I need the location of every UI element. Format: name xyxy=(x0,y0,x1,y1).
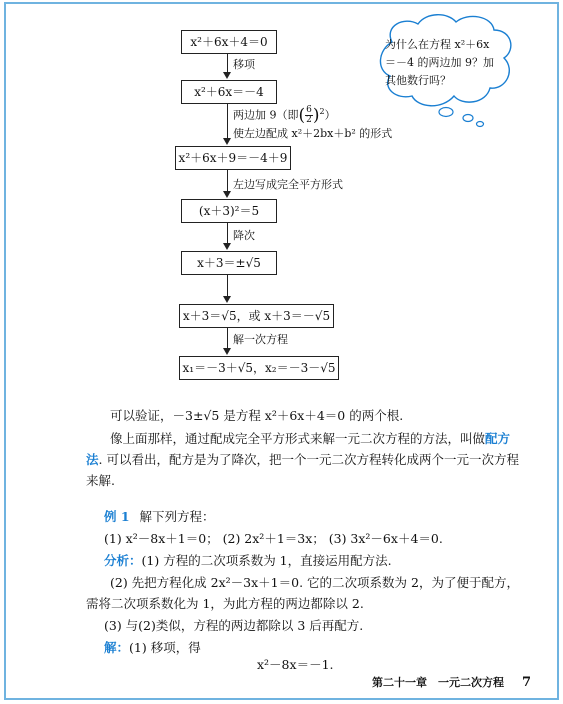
step-label-2a-open: （即 xyxy=(276,108,299,122)
cloud-question: 为什么在方程 x²＋6x＝－4 的两边加 9？加其他数行吗？ xyxy=(385,38,494,87)
analysis-label: 分析： xyxy=(104,553,142,568)
solution-text-1: (1) 移项，得 xyxy=(129,640,201,655)
flow-box-7: x₁＝－3＋√5，x₂＝－3－√5 xyxy=(179,356,339,380)
flow-box-2: x²＋6x＝－4 xyxy=(181,80,277,104)
flow-box-5: x＋3＝±√5 xyxy=(181,251,277,275)
flow-arrow-line-6 xyxy=(227,328,228,349)
fraction-denominator: 2 xyxy=(306,115,312,125)
example-title: 解下列方程： xyxy=(139,509,215,524)
flow-box-1: x²＋6x＋4＝0 xyxy=(181,30,277,54)
analysis-paragraph-2: (2) 先把方程化成 2x²－3x＋1＝0. 它的二次项系数为 2，为了便于配方，需将二次项系数化为 1，为此方程的两边都除以 2. xyxy=(86,575,519,611)
paren-close-glyph: ) xyxy=(312,105,320,126)
step-label-2b: 使左边配成 x²＋2bx＋b² 的形式 xyxy=(233,127,393,140)
flow-arrow-line-5 xyxy=(227,275,228,297)
step-label-1: 移项 xyxy=(233,58,255,71)
solution-label: 解： xyxy=(104,640,130,655)
step-label-2a-close: ） xyxy=(324,108,336,122)
flow-arrow-line-3 xyxy=(227,170,228,192)
flow-arrow-line-4 xyxy=(227,223,228,244)
definition-paragraph xyxy=(86,428,526,491)
flow-arrow-head-5 xyxy=(223,296,231,303)
term-completing-square: 配方法 xyxy=(86,431,511,467)
analysis-text-1: (1) 方程的二次项系数为 1，直接运用配方法. xyxy=(141,553,392,568)
flow-box-3: x²＋6x＋9＝－4＋9 xyxy=(175,146,291,170)
flow-arrow-head-3 xyxy=(223,191,231,198)
step-label-6: 解一次方程 xyxy=(233,333,288,346)
flow-box-4: (x＋3)²＝5 xyxy=(181,199,277,223)
solution-equation: x²－8x＝－1. xyxy=(257,657,334,672)
flow-box-6: x＋3＝√5，或 x＋3＝－√5 xyxy=(179,304,334,328)
flow-arrow-head-6 xyxy=(223,348,231,355)
definition-text-before: 像上面那样，通过配成完全平方形式来解一元二次方程的方法，叫做 xyxy=(110,431,486,446)
chapter-title: 第二十一章 一元二次方程 xyxy=(372,676,504,689)
flow-arrow-head-4 xyxy=(223,243,231,250)
example-header xyxy=(104,507,215,527)
definition-text-after: . 可以看出，配方是为了降次，把一个一元二次方程转化成两个一元一次方程来解. xyxy=(86,452,519,488)
step-label-3: 左边写成完全平方形式 xyxy=(233,178,343,191)
example-label: 例 1 xyxy=(104,509,130,524)
step-label-2a-prefix: 两边加 9 xyxy=(233,108,277,122)
paren-open-glyph: ( xyxy=(298,105,306,126)
example-items: (1) x²－8x＋1＝0； (2) 2x²＋1＝3x； (3) 3x²－6x＋4＝0. xyxy=(104,531,443,546)
square-exponent: 2 xyxy=(319,106,325,116)
page-number: 7 xyxy=(522,675,532,690)
solution-line-1 xyxy=(104,638,201,658)
fraction-numerator: 6 xyxy=(306,105,312,115)
page-footer xyxy=(372,674,531,690)
verification-paragraph: 可以验证，－3±√5 是方程 x²＋6x＋4＝0 的两个根. xyxy=(110,408,404,423)
analysis-line-3: (3) 与(2)类似，方程的两边都除以 3 后再配方. xyxy=(104,618,364,633)
step-label-4: 降次 xyxy=(233,229,255,242)
analysis-line-1 xyxy=(104,551,392,571)
